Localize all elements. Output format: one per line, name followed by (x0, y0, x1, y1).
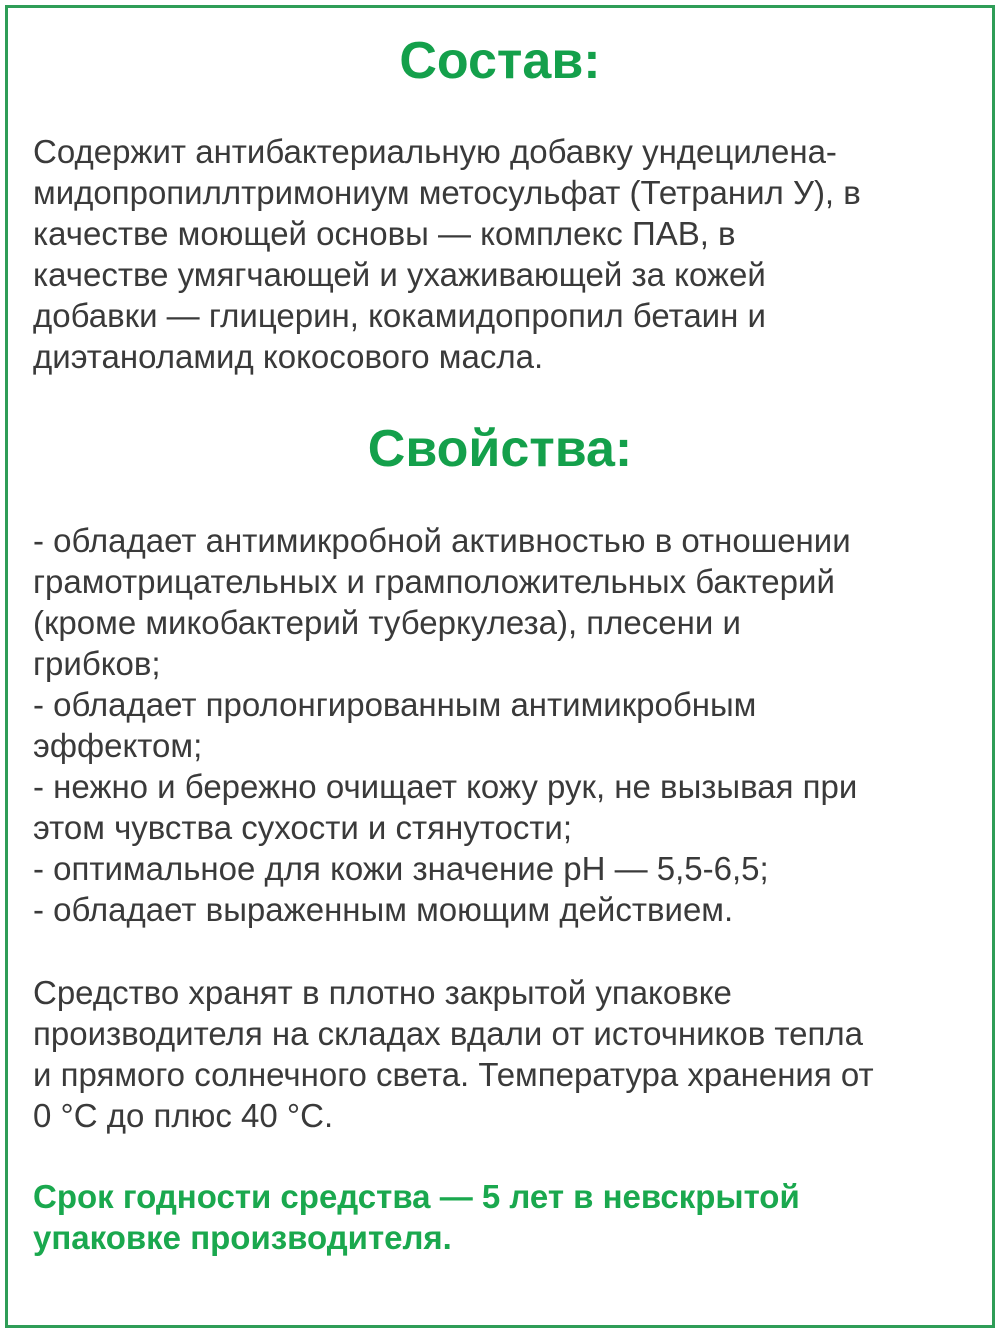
composition-title: Состав: (399, 32, 601, 90)
composition-text (33, 131, 983, 377)
storage-line: Средство хранят в плотно закрытой упаковке (33, 974, 732, 1011)
properties-line: этом чувства сухости и стянутости; (33, 809, 573, 846)
composition-line: диэтаноламид кокосового масла. (33, 338, 544, 375)
storage-line: производителя на складах вдали от источников тепла (33, 1015, 863, 1052)
storage-text (33, 972, 983, 1136)
properties-list (33, 520, 983, 930)
properties-line: грамотрицательных и грамположительных бактерий (33, 563, 835, 600)
properties-line: - обладает выраженным моющим действием. (33, 891, 734, 928)
properties-line: - нежно и бережно очищает кожу рук, не вызывая при (33, 768, 858, 805)
properties-line: - обладает пролонгированным антимикробным (33, 686, 757, 723)
composition-line: Содержит антибактериальную добавку ундецилена- (33, 133, 837, 170)
properties-line: грибков; (33, 645, 161, 682)
composition-line: качестве моющей основы — комплекс ПАВ, в (33, 215, 736, 252)
composition-line: мидопропиллтримониум метосульфат (Тетранил У), в (33, 174, 861, 211)
shelf-life-text (33, 1176, 983, 1258)
storage-line: 0 °С до плюс 40 °С. (33, 1097, 334, 1134)
shelf-life-line: упаковке производителя. (33, 1219, 452, 1256)
properties-title: Свойства: (367, 420, 633, 478)
properties-line: - оптимальное для кожи значение pH — 5,5-6,5; (33, 850, 769, 887)
shelf-life-line: Срок годности средства — 5 лет в невскрытой (33, 1178, 800, 1215)
properties-line: (кроме микобактерий туберкулеза), плесени и (33, 604, 741, 641)
composition-line: качестве умягчающей и ухаживающей за кожей (33, 256, 766, 293)
properties-line: эффектом; (33, 727, 203, 764)
composition-line: добавки — глицерин, кокамидопропил бетаин и (33, 297, 766, 334)
storage-line: и прямого солнечного света. Температура хранения от (33, 1056, 874, 1093)
properties-line: - обладает антимикробной активностью в отношении (33, 522, 851, 559)
